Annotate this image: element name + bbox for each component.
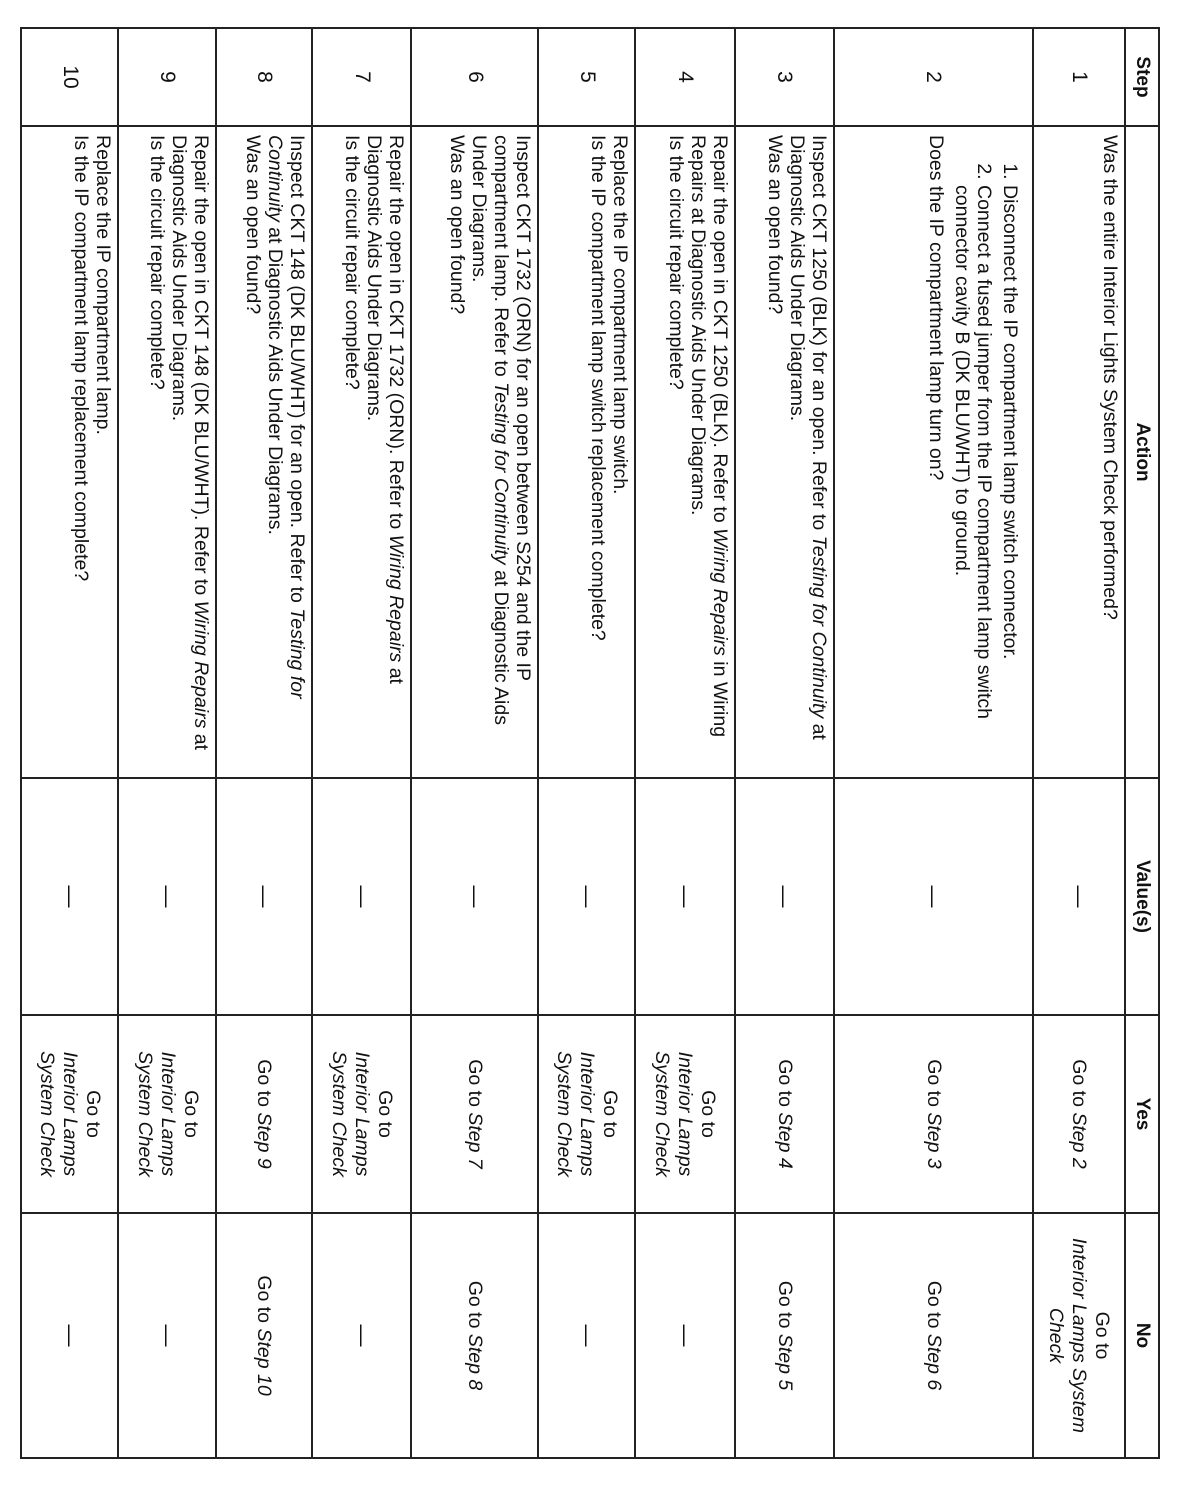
yes-target: Step 9	[253, 1112, 276, 1169]
action-text: Replace the IP compartment lamp switch.	[609, 135, 632, 495]
no-cell: —	[118, 1213, 215, 1458]
header-row	[1125, 28, 1159, 1458]
step-number: 9	[118, 28, 215, 126]
no-cell	[1033, 1213, 1125, 1458]
action-steps-list	[951, 135, 1021, 769]
action-cell	[1033, 126, 1125, 778]
step-number: 1	[1033, 28, 1125, 126]
action-text-tail: in Wiring Repairs at Diagnostic Aids Under Diagrams.	[686, 135, 731, 738]
no-prefix: Go to	[464, 1280, 487, 1334]
action-text: Repair the open in CKT 148 (DK BLU/WHT). Refer to	[189, 135, 212, 601]
action-cell	[635, 126, 734, 778]
header-value: Value(s)	[1125, 778, 1159, 1015]
value-cell: —	[411, 778, 537, 1015]
header-action: Action	[1125, 126, 1159, 778]
action-cell	[735, 126, 834, 778]
no-target: Interior Lamps System Check	[1045, 1237, 1091, 1434]
yes-prefix: Go to	[464, 1059, 487, 1113]
yes-cell	[735, 1015, 834, 1213]
step-number: 2	[834, 28, 1033, 126]
action-text: Repair the open in CKT 1732 (ORN). Refer to	[385, 135, 408, 535]
yes-cell	[21, 1015, 118, 1213]
action-question: Is the IP compartment lamp replacement complete?	[70, 135, 93, 582]
action-question: Is the circuit repair complete?	[145, 135, 168, 390]
value-cell: —	[735, 778, 834, 1015]
no-cell	[411, 1213, 537, 1458]
no-target: Step 6	[922, 1333, 945, 1391]
value-cell: —	[118, 778, 215, 1015]
action-text-tail: at Diagnostic Aids Under Diagrams.	[363, 135, 408, 684]
no-cell: —	[635, 1213, 734, 1458]
yes-target: Interior Lamps System Check	[553, 1051, 599, 1177]
action-ref: Testing for Continuity	[807, 535, 830, 719]
header-step: Step	[1125, 28, 1159, 126]
step-number: 3	[735, 28, 834, 126]
table-row	[312, 28, 411, 1458]
yes-cell	[635, 1015, 734, 1213]
action-cell	[312, 126, 411, 778]
yes-cell	[1033, 1015, 1125, 1213]
yes-target: Interior Lamps System Check	[651, 1051, 697, 1177]
yes-target: Step 3	[922, 1112, 945, 1169]
yes-cell	[834, 1015, 1033, 1213]
table-row	[538, 28, 635, 1458]
table-row	[735, 28, 834, 1458]
yes-prefix: Go to	[1068, 1059, 1091, 1113]
action-question: Was an open found?	[242, 135, 265, 315]
action-cell	[21, 126, 118, 778]
no-target: Step 5	[773, 1333, 796, 1391]
diagnostic-table	[20, 27, 1160, 1459]
table-row	[118, 28, 215, 1458]
action-text: Repair the open in CKT 1250 (BLK). Refer to	[708, 135, 731, 529]
table-row	[216, 28, 312, 1458]
yes-target: Step 7	[464, 1112, 487, 1169]
action-cell	[216, 126, 312, 778]
no-cell: —	[21, 1213, 118, 1458]
action-question: Was the entire Interior Lights System Check performed?	[1099, 135, 1121, 620]
action-ref: Wiring Repairs	[189, 600, 212, 729]
action-question: Is the circuit repair complete?	[664, 135, 687, 390]
yes-prefix: Go to	[253, 1059, 276, 1113]
yes-target: Interior Lamps System Check	[133, 1051, 179, 1177]
step-number: 10	[21, 28, 118, 126]
yes-target: Interior Lamps System Check	[328, 1051, 374, 1177]
value-cell: —	[21, 778, 118, 1015]
yes-prefix: Go to	[922, 1059, 945, 1113]
action-step-item: 1. Disconnect the IP compartment lamp switch connector.	[999, 185, 1021, 769]
action-cell	[834, 126, 1033, 778]
no-cell	[834, 1213, 1033, 1458]
table-row	[834, 28, 1033, 1458]
value-cell: —	[834, 778, 1033, 1015]
action-cell	[411, 126, 537, 778]
action-text: Inspect CKT 148 (DK BLU/WHT) for an open. Refer to	[286, 135, 309, 609]
yes-cell	[118, 1015, 215, 1213]
action-question: Is the circuit repair complete?	[341, 135, 364, 390]
header-yes: Yes	[1125, 1015, 1159, 1213]
table-row	[21, 28, 118, 1458]
yes-cell	[312, 1015, 411, 1213]
yes-target: Interior Lamps System Check	[36, 1051, 82, 1177]
action-cell	[118, 126, 215, 778]
no-cell: —	[312, 1213, 411, 1458]
action-ref: Wiring Repairs	[385, 534, 408, 663]
no-target: Step 8	[464, 1333, 487, 1391]
step-number: 6	[411, 28, 537, 126]
action-text-tail: at Diagnostic Aids Under Diagrams.	[785, 135, 830, 740]
action-question: Was an open found?	[445, 135, 468, 315]
no-prefix: Go to	[773, 1280, 796, 1334]
value-cell: —	[1033, 778, 1125, 1015]
action-ref: Testing for Continuity	[489, 382, 512, 565]
yes-prefix: Go to	[773, 1059, 796, 1113]
step-number: 7	[312, 28, 411, 126]
step-number: 5	[538, 28, 635, 126]
action-ref: Wiring Repairs	[708, 528, 731, 656]
yes-prefix: Go to	[697, 1090, 720, 1138]
no-target: Step 10	[253, 1328, 276, 1396]
yes-prefix: Go to	[179, 1090, 202, 1138]
action-text-tail: at Diagnostic Aids Under Diagrams.	[467, 135, 512, 725]
yes-target: Step 4	[773, 1112, 796, 1169]
action-question: Was an open found?	[763, 135, 786, 315]
value-cell: —	[538, 778, 635, 1015]
no-cell	[735, 1213, 834, 1458]
action-step-item: 2. Connect a fused jumper from the IP compartment lamp switch connector cavity B (DK BLU/WHT) to ground.	[951, 185, 995, 769]
no-cell: —	[538, 1213, 635, 1458]
action-cell	[538, 126, 635, 778]
action-question: Does the IP compartment lamp turn on?	[924, 135, 947, 481]
yes-prefix: Go to	[599, 1090, 622, 1138]
value-cell: —	[635, 778, 734, 1015]
yes-prefix: Go to	[82, 1090, 105, 1138]
table-row	[635, 28, 734, 1458]
no-prefix: Go to	[253, 1275, 276, 1329]
no-prefix: Go to	[1091, 1311, 1114, 1360]
action-text: Inspect CKT 1250 (BLK) for an open. Refer to	[807, 135, 830, 536]
yes-target: Step 2	[1068, 1112, 1091, 1169]
header-no: No	[1125, 1213, 1159, 1458]
yes-cell	[411, 1015, 537, 1213]
value-cell: —	[216, 778, 312, 1015]
step-number: 8	[216, 28, 312, 126]
no-prefix: Go to	[922, 1280, 945, 1334]
yes-prefix: Go to	[374, 1090, 397, 1138]
table-row	[411, 28, 537, 1458]
action-text-tail: at Diagnostic Aids Under Diagrams.	[167, 135, 212, 751]
table-row	[1033, 28, 1125, 1458]
yes-cell	[216, 1015, 312, 1213]
rotated-table-wrapper	[20, 27, 1160, 1457]
yes-cell	[538, 1015, 635, 1213]
action-ref: Testing for Continuity	[264, 135, 309, 699]
no-cell	[216, 1213, 312, 1458]
step-number: 4	[635, 28, 734, 126]
value-cell: —	[312, 778, 411, 1015]
action-text-tail: at Diagnostic Aids Under Diagrams.	[264, 221, 287, 535]
action-question: Is the IP compartment lamp switch replacement complete?	[587, 135, 610, 641]
action-text: Inspect CKT 1732 (ORN) for an open between S254 and the IP compartment lamp. Refer to	[489, 135, 534, 681]
action-text: Replace the IP compartment lamp.	[92, 135, 115, 435]
